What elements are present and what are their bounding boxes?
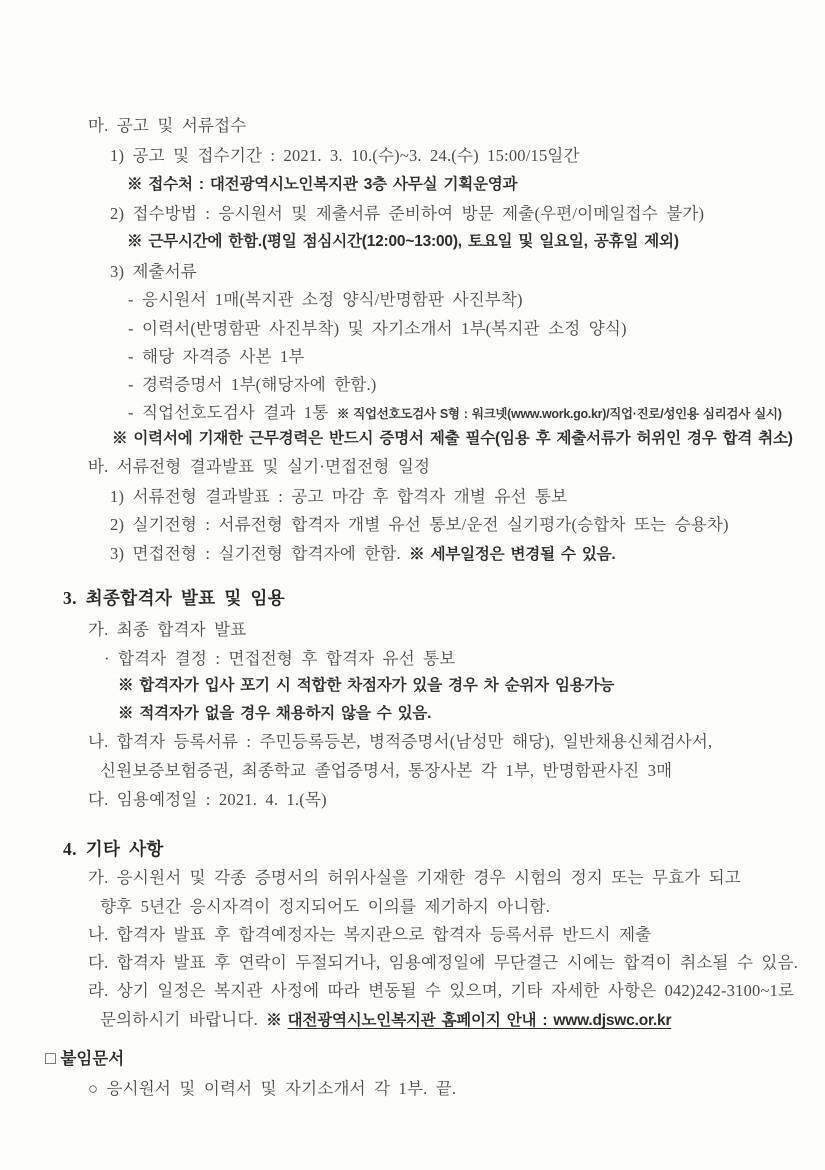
line-pass-decision xyxy=(104,645,455,669)
line-attachment-heading xyxy=(45,1045,124,1069)
line-etc-contact-2-part-0: 문의하시기 바랍니다. xyxy=(100,1010,267,1029)
line-career-proof-note xyxy=(112,426,793,448)
line-office-hours-note-part-0: ※ 근무시간에 한함.(평일 점심시간(12:00~13:00), 토요일 및 일요일, 공휴일 제외) xyxy=(127,233,679,250)
line-receipt-method xyxy=(110,200,704,224)
line-etc-contact-2-part-2: 대전광역시노인복지관 홈페이지 안내 : www.djswc.or.kr xyxy=(287,1012,672,1029)
line-no-hire-note-part-0: ※ 적격자가 없을 경우 채용하지 않을 수 있음. xyxy=(118,705,432,722)
line-submission-docs-heading xyxy=(110,258,197,282)
line-final-announcement-heading-part-0: 가. 최종 합격자 발표 xyxy=(88,620,247,639)
line-registration-docs-1-part-0: 나. 합격자 등록서류 : 주민등록등본, 병적증명서(남성만 해당), 일반채용신체검사서, xyxy=(88,732,713,751)
line-etc-cancellation-part-0: 다. 합격자 발표 후 연락이 두절되거나, 임용예정일에 무단결근 시에는 합격이 취소될 수 있음. xyxy=(88,953,799,972)
line-runnerup-note-part-0: ※ 합격자가 입사 포기 시 적합한 차점자가 있을 경우 차 순위자 임용가능 xyxy=(118,677,615,694)
line-etc-false-statement-1-part-0: 가. 응시원서 및 각종 증명서의 허위사실을 기재한 경우 시험의 정지 또는 무효가 되고 xyxy=(88,868,741,887)
line-attachment-item xyxy=(88,1075,456,1099)
line-schedule-heading xyxy=(88,453,430,477)
line-doc-certificate-part-0: - 해당 자격증 사본 1부 xyxy=(128,347,305,366)
line-doc-resume xyxy=(128,315,627,339)
line-receipt-place-note xyxy=(127,172,517,194)
line-receipt-place-note-part-0: ※ 접수처 : 대전광역시노인복지관 3층 사무실 기획운영과 xyxy=(127,176,518,193)
line-pass-decision-part-0: · 합격자 결정 : 면접전형 후 합격자 유선 통보 xyxy=(104,649,456,668)
line-interview xyxy=(110,540,616,564)
section-3-heading-part-0: 3. 최종합격자 발표 및 임용 xyxy=(63,588,286,608)
line-etc-contact-1 xyxy=(88,977,794,1001)
line-etc-registration-submit xyxy=(88,921,651,945)
line-etc-cancellation xyxy=(88,949,798,973)
line-attachment-item-part-0: ○ 응시원서 및 이력서 및 자기소개서 각 1부. 끝. xyxy=(88,1079,457,1098)
section-3-heading xyxy=(63,585,285,610)
line-doc-application-part-0: - 응시원서 1매(복지관 소정 양식/반명함판 사진부착) xyxy=(128,290,523,309)
line-office-hours-note xyxy=(127,229,679,251)
line-registration-docs-2 xyxy=(100,757,672,781)
line-doc-resume-part-0: - 이력서(반명함판 사진부착) 및 자기소개서 1부(복지관 소정 양식) xyxy=(128,319,627,338)
line-etc-contact-2-part-1: ※ xyxy=(266,1012,288,1029)
line-registration-docs-2-part-0: 신원보증보험증권, 최종학교 졸업증명서, 통장사본 각 1부, 반명함판사진 3매 xyxy=(100,761,673,780)
line-interview-part-0: 3) 면접전형 : 실기전형 합격자에 한함. xyxy=(110,544,410,563)
line-etc-registration-submit-part-0: 나. 합격자 발표 후 합격예정자는 복지관으로 합격자 등록서류 반드시 제출 xyxy=(88,925,652,944)
line-doc-career-cert xyxy=(128,371,377,395)
line-document-screening-result xyxy=(110,483,567,507)
line-interview-part-1: ※ 세부일정은 변경될 수 있음. xyxy=(409,546,616,563)
line-doc-application xyxy=(128,286,523,310)
line-doc-job-preference-test-part-1: ※ 직업선호도검사 S형 : 워크넷(www.work.go.kr)/직업·진로/성인용 심리검사 실시) xyxy=(336,407,782,421)
line-notice-receipt-heading-part-0: 마. 공고 및 서류접수 xyxy=(88,116,247,135)
line-attachment-heading-part-0: □ xyxy=(45,1048,61,1068)
line-practical-test xyxy=(110,511,729,535)
line-appointment-date xyxy=(88,786,327,810)
line-practical-test-part-0: 2) 실기전형 : 서류전형 합격자 개별 유선 통보/운전 실기평가(승합차 또는 승용차) xyxy=(110,515,729,534)
line-attachment-heading-part-1: 붙임문서 xyxy=(60,1050,125,1068)
section-4-heading-part-0: 4. 기타 사항 xyxy=(63,839,164,859)
line-appointment-date-part-0: 다. 임용예정일 : 2021. 4. 1.(목) xyxy=(88,790,327,809)
line-notice-period-part-0: 1) 공고 및 접수기간 : 2021. 3. 10.(수)~3. 24.(수) 15:00/15일간 xyxy=(110,146,580,165)
line-etc-contact-1-part-0: 라. 상기 일정은 복지관 사정에 따라 변동될 수 있으며, 기타 자세한 사항은 042)242-3100~1로 xyxy=(88,981,795,1000)
line-notice-receipt-heading xyxy=(88,112,246,136)
line-doc-career-cert-part-0: - 경력증명서 1부(해당자에 한함.) xyxy=(128,375,377,394)
line-schedule-heading-part-0: 바. 서류전형 결과발표 및 실기·면접전형 일정 xyxy=(88,457,431,476)
line-doc-certificate xyxy=(128,343,305,367)
line-etc-contact-2 xyxy=(100,1006,671,1030)
line-notice-period xyxy=(110,142,580,166)
line-career-proof-note-part-0: ※ 이력서에 기재한 근무경력은 반드시 증명서 제출 필수(임용 후 제출서류가 허위인 경우 합격 취소) xyxy=(112,430,793,447)
section-4-heading xyxy=(63,836,164,861)
line-submission-docs-heading-part-0: 3) 제출서류 xyxy=(110,262,198,281)
line-doc-job-preference-test xyxy=(128,399,782,423)
line-etc-false-statement-1 xyxy=(88,864,741,888)
line-doc-job-preference-test-part-0: - 직업선호도검사 결과 1통 xyxy=(128,403,337,422)
line-receipt-method-part-0: 2) 접수방법 : 응시원서 및 제출서류 준비하여 방문 제출(우편/이메일접수 불가) xyxy=(110,204,705,223)
line-registration-docs-1 xyxy=(88,728,712,752)
line-no-hire-note xyxy=(118,701,431,723)
line-etc-false-statement-2-part-0: 향후 5년간 응시자격이 정지되어도 이의를 제기하지 아니함. xyxy=(100,897,551,916)
line-final-announcement-heading xyxy=(88,616,246,640)
line-runnerup-note xyxy=(118,673,614,695)
line-etc-false-statement-2 xyxy=(100,893,550,917)
line-document-screening-result-part-0: 1) 서류전형 결과발표 : 공고 마감 후 합격자 개별 유선 통보 xyxy=(110,487,568,506)
